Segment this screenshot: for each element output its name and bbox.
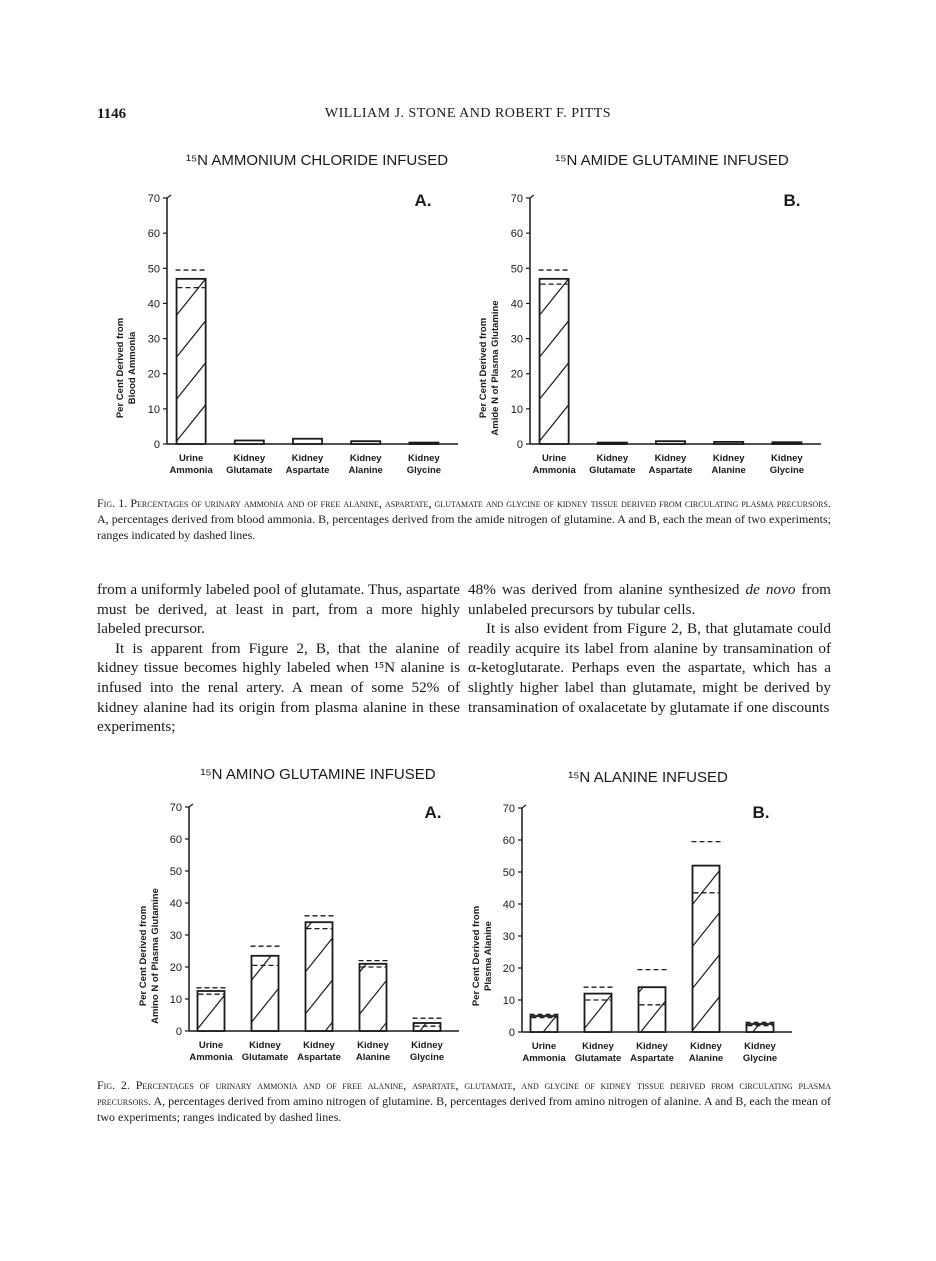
- x-tick-label: [297, 1040, 341, 1063]
- y-tick-label: 70: [147, 193, 160, 205]
- hatch-line: [414, 963, 441, 997]
- y-axis-label: [471, 906, 494, 1006]
- x-tick-label-line: Glycine: [769, 465, 805, 476]
- y-axis-cap: [189, 804, 193, 807]
- y-tick-label: 0: [508, 1027, 515, 1039]
- x-tick-label-line: Glutamate: [574, 1053, 622, 1064]
- y-tick-label: 30: [147, 333, 160, 346]
- y-tick-label: 40: [147, 298, 160, 311]
- figure-2-caption-lead: Percentages of urinary ammonia and of free alanine, aspartate, glutamate, and glycine of kidney tissue derived from circulating plasma precursors.: [97, 1078, 832, 1108]
- x-tick-label: [189, 1040, 233, 1063]
- paragraph: It is also evident from Figure 2, B, that glutamate could readily acquire its label from alanine by transamination of α-ketoglutarate. Perhaps even the aspartate, which has a slightly higher label than glutamate, might be derived by transamination of oxalacetate by glutamate if one discounts: [468, 620, 831, 716]
- chart-title: ¹⁵N AMIDE GLUTAMINE INFUSED: [555, 152, 789, 169]
- figure-2-label: Fig. 2.: [97, 1078, 130, 1092]
- x-tick-label-line: Urine: [541, 453, 567, 464]
- x-tick-label-line: Kidney: [249, 1040, 281, 1051]
- y-tick-label: 40: [502, 899, 515, 911]
- x-tick-label-line: Kidney: [291, 453, 324, 464]
- x-tick-label-line: Ammonia: [189, 1052, 233, 1063]
- bar: [772, 442, 801, 444]
- x-tick-label-line: Alanine: [348, 465, 383, 476]
- x-tick-label-line: Glutamate: [226, 465, 273, 476]
- x-tick-label-line: Ammonia: [522, 1053, 566, 1064]
- figure-2-caption-rest: A, percentages derived from amino nitrogen of glutamine. B, percentages derived from amino nitrogen of alanine. A and B, each the mean of two experiments; ranges indicated by dashed lines.: [97, 1094, 831, 1124]
- y-tick-label: 20: [147, 368, 160, 381]
- hatch-line: [693, 1165, 720, 1199]
- y-axis-label: [115, 318, 138, 418]
- figure-1: [0, 140, 936, 485]
- emphasis: de novo: [745, 581, 796, 598]
- bar: [235, 440, 264, 444]
- hatch-line: [540, 237, 569, 273]
- x-tick-label-line: Kidney: [233, 453, 266, 464]
- x-tick-label: [770, 453, 804, 476]
- x-tick-label: [286, 453, 330, 476]
- x-tick-label: [743, 1041, 777, 1064]
- x-tick-label-line: Kidney: [411, 1040, 443, 1051]
- text-column-right: [468, 580, 831, 717]
- figure-2: [0, 760, 936, 1070]
- y-tick-label: 60: [502, 835, 515, 847]
- panel-label: A.: [414, 191, 432, 210]
- y-tick-label: 50: [169, 866, 182, 878]
- hatch-line: [531, 972, 558, 1006]
- y-axis-label-line: Blood Ammonia: [127, 331, 138, 405]
- x-tick-label-line: Kidney: [303, 1040, 335, 1051]
- figure-1-caption: [97, 495, 831, 543]
- paragraph-text: 48% was derived from alanine synthesized: [468, 581, 746, 598]
- x-tick-label: [630, 1041, 674, 1064]
- running-head: WILLIAM J. STONE AND ROBERT F. PITTS: [324, 106, 612, 121]
- y-tick-label: 50: [510, 263, 523, 276]
- y-tick-label: 30: [502, 931, 515, 943]
- bar: [351, 441, 380, 444]
- x-tick-label-line: Glutamate: [241, 1052, 289, 1063]
- x-tick-label-line: Kidney: [349, 453, 382, 464]
- page-number: 1146: [97, 106, 127, 122]
- x-tick-label: [407, 453, 441, 476]
- y-tick-label: 50: [502, 867, 515, 879]
- x-tick-label-line: Alanine: [355, 1052, 391, 1063]
- x-tick-label-line: Urine: [531, 1041, 557, 1052]
- hatch-line: [693, 1123, 720, 1157]
- x-tick-label-line: Glycine: [742, 1053, 778, 1064]
- x-tick-label-line: Kidney: [636, 1041, 668, 1052]
- paragraph: from a uniformly labeled pool of glutamate. Thus, aspartate must be derived, at least in part, from a more highly labeled precursor.: [97, 581, 460, 638]
- bar: [293, 439, 322, 444]
- chart-panel: [471, 769, 792, 1198]
- x-tick-label-line: Kidney: [712, 453, 745, 464]
- bar: [540, 279, 569, 444]
- y-tick-label: 50: [147, 263, 160, 276]
- y-tick-label: 40: [510, 298, 523, 311]
- hatch-line: [252, 904, 279, 938]
- y-tick-label: 0: [516, 439, 523, 451]
- x-tick-label-line: Kidney: [357, 1040, 389, 1051]
- y-tick-label: 10: [169, 994, 182, 1006]
- panel-label: A.: [424, 803, 442, 822]
- y-tick-label: 70: [510, 193, 523, 205]
- x-tick-label-line: Alanine: [711, 465, 746, 476]
- x-tick-label: [226, 453, 272, 476]
- bar: [598, 443, 627, 444]
- panel-label: B.: [752, 803, 770, 822]
- x-tick-label: [169, 453, 213, 476]
- x-tick-label: [522, 1041, 566, 1064]
- y-tick-label: 0: [175, 1026, 182, 1038]
- bar: [409, 443, 438, 444]
- x-tick-label: [649, 453, 693, 476]
- x-tick-label: [532, 453, 576, 476]
- x-tick-label-line: Ammonia: [169, 465, 213, 476]
- x-tick-label-line: Aspartate: [297, 1052, 341, 1063]
- x-tick-label-line: Glycine: [409, 1052, 445, 1063]
- y-axis-cap: [167, 195, 171, 198]
- x-tick-label-line: Kidney: [408, 453, 440, 464]
- y-tick-label: 10: [510, 403, 523, 416]
- x-tick-label-line: Kidney: [582, 1041, 614, 1052]
- y-tick-label: 70: [169, 802, 182, 814]
- x-tick-label-line: Aspartate: [285, 465, 330, 476]
- figure-1-caption-rest: A, percentages derived from blood ammonia. B, percentages derived from the amide nitrogen of glutamine. A and B, each the mean of two experiments; ranges indicated by dashed lines.: [97, 512, 831, 542]
- x-tick-label: [349, 453, 383, 476]
- y-tick-label: 10: [147, 403, 160, 416]
- hatch-line: [693, 829, 720, 863]
- x-tick-label: [356, 1040, 390, 1063]
- figure-2-caption: [97, 1077, 831, 1125]
- paragraph-text: from unlabeled precursors by tubular cells.: [468, 581, 831, 618]
- y-tick-label: 10: [502, 995, 515, 1007]
- y-axis-cap: [522, 805, 526, 808]
- bar: [639, 987, 666, 1032]
- y-axis-label-line: Per Cent Derived from: [138, 905, 149, 1007]
- y-axis-label: [138, 888, 161, 1024]
- x-tick-label: [575, 1041, 621, 1064]
- hatch-line: [747, 964, 774, 998]
- x-tick-label-line: Aspartate: [648, 465, 693, 476]
- bar: [656, 441, 685, 444]
- x-tick-label-line: Aspartate: [630, 1053, 674, 1064]
- y-tick-label: 70: [502, 803, 515, 815]
- text-column-left: [97, 580, 460, 737]
- y-tick-label: 30: [510, 333, 523, 346]
- x-tick-label-line: Kidney: [690, 1041, 722, 1052]
- chart-title: ¹⁵N ALANINE INFUSED: [568, 769, 728, 786]
- x-tick-label-line: Urine: [198, 1040, 224, 1051]
- x-tick-label-line: Glutamate: [589, 465, 636, 476]
- x-tick-label: [689, 1041, 723, 1064]
- y-tick-label: 0: [153, 439, 160, 451]
- figure-1-caption-lead: Percentages of urinary ammonia and of free alanine, aspartate, glutamate and glycine of kidney tissue derived from circulating plasma precursors.: [130, 496, 831, 510]
- x-tick-label: [242, 1040, 288, 1063]
- x-tick-label-line: Kidney: [654, 453, 687, 464]
- y-axis-label-line: Per Cent Derived from: [478, 317, 489, 419]
- bar: [177, 279, 206, 444]
- x-tick-label-line: Glycine: [406, 465, 442, 476]
- bar: [414, 1023, 441, 1031]
- bar: [198, 991, 225, 1031]
- y-axis-label-line: Plasma Alanine: [483, 921, 494, 991]
- y-tick-label: 30: [169, 930, 182, 942]
- y-tick-label: 20: [169, 962, 182, 974]
- y-axis-label: [478, 300, 501, 435]
- y-axis-label-line: Per Cent Derived from: [115, 317, 126, 419]
- hatch-line: [198, 953, 225, 987]
- y-axis-label-line: Per Cent Derived from: [471, 905, 482, 1007]
- x-tick-label-line: Kidney: [744, 1041, 776, 1052]
- bar: [306, 922, 333, 1031]
- y-tick-label: 20: [502, 963, 515, 975]
- bar-hatch: [531, 972, 558, 1048]
- y-axis-label-line: Amide N of Plasma Glutamine: [490, 300, 501, 436]
- x-tick-label-line: Urine: [178, 453, 204, 464]
- y-tick-label: 40: [169, 898, 182, 910]
- y-axis-cap: [530, 195, 534, 198]
- y-axis-label-line: Amino N of Plasma Glutamine: [150, 888, 161, 1024]
- x-tick-label-line: Ammonia: [532, 465, 576, 476]
- chart-title: ¹⁵N AMMONIUM CHLORIDE INFUSED: [185, 152, 449, 169]
- x-tick-label: [712, 453, 746, 476]
- paragraph: It is apparent from Figure 2, B, that the alanine of kidney tissue becomes highly labeled when ¹⁵N alanine is infused into the renal artery. A mean of some 52% of kidney alanine had its origin from plasma alanine in these experiments;: [97, 639, 460, 736]
- bar: [693, 866, 720, 1032]
- y-tick-label: 60: [147, 228, 160, 241]
- x-tick-label-line: Alanine: [688, 1053, 724, 1064]
- x-tick-label-line: Kidney: [771, 453, 803, 464]
- hatch-line: [177, 237, 206, 273]
- y-tick-label: 60: [169, 834, 182, 846]
- figure-1-label: Fig. 1.: [97, 496, 128, 510]
- y-tick-label: 20: [510, 368, 523, 381]
- hatch-line: [585, 953, 612, 987]
- x-tick-label: [410, 1040, 444, 1063]
- panel-label: B.: [783, 191, 801, 210]
- chart-title: ¹⁵N AMINO GLUTAMINE INFUSED: [200, 766, 436, 783]
- bar: [714, 442, 743, 444]
- y-tick-label: 60: [510, 228, 523, 241]
- x-tick-label-line: Kidney: [596, 453, 629, 464]
- x-tick-label: [589, 453, 635, 476]
- paragraph: [468, 580, 831, 619]
